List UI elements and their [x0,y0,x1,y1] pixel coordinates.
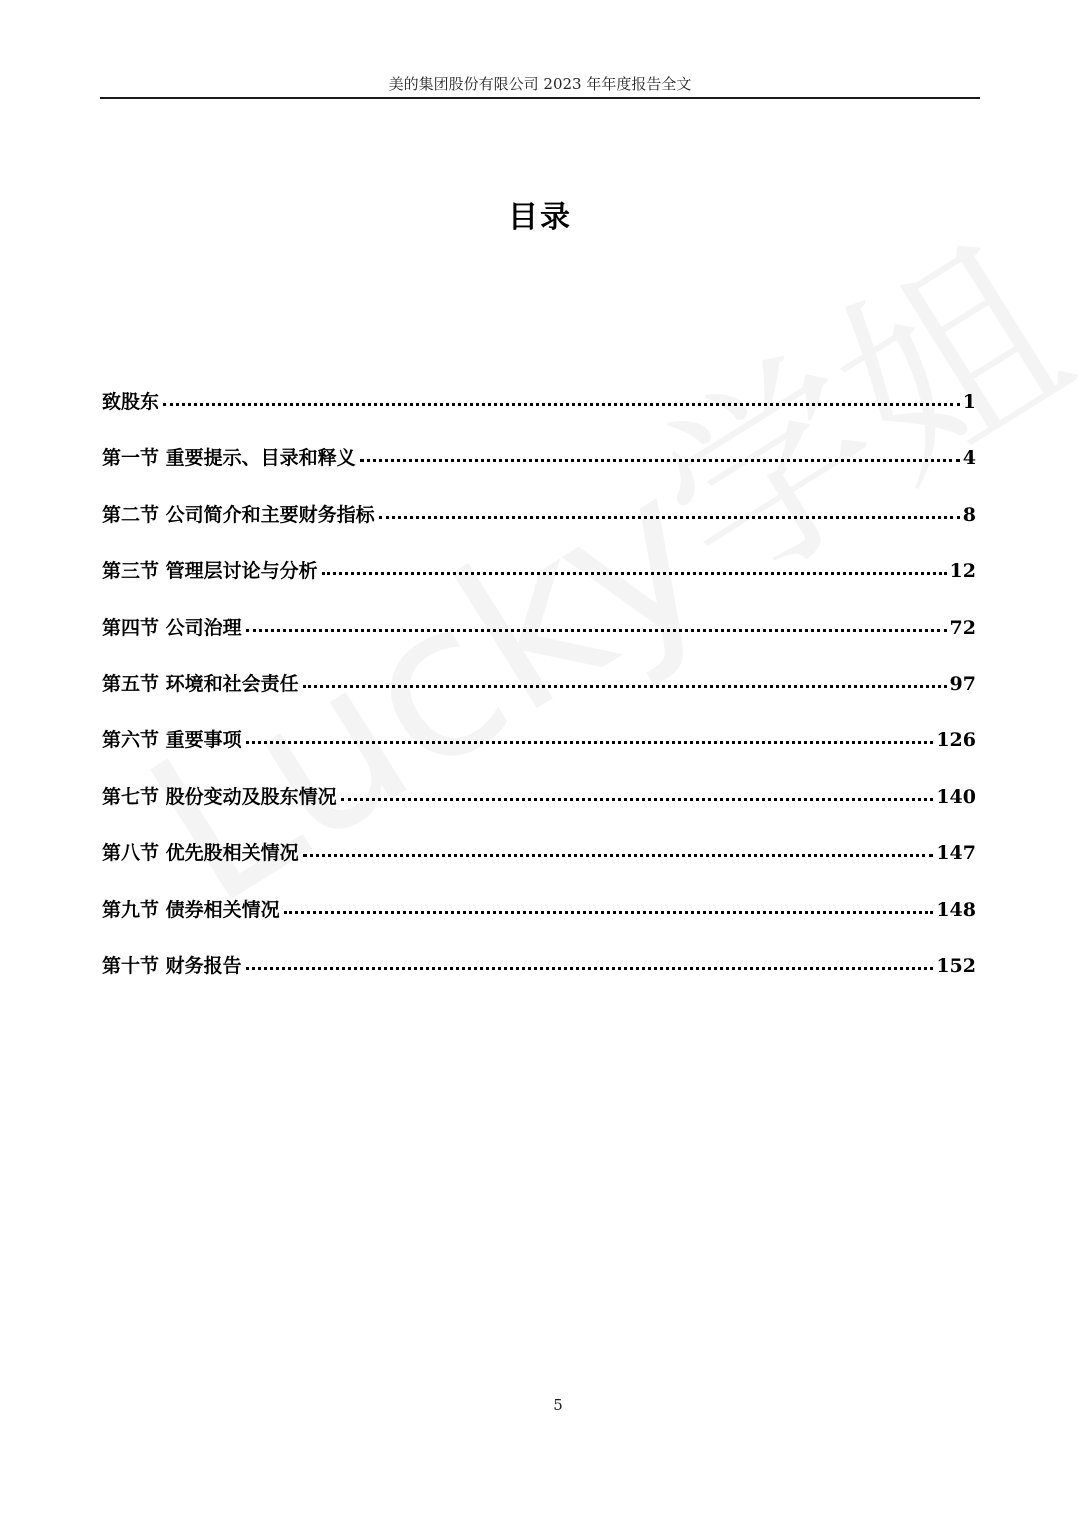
toc-dot-leader [303,854,934,857]
header-rule [100,97,980,99]
toc-entry[interactable] [102,722,976,778]
toc-entry-page: 147 [936,842,976,865]
toc-entry-label: 第一节 重要提示、目录和释义 [102,447,356,470]
toc-entry-label: 第六节 重要事项 [102,729,242,752]
toc-entry-page: 12 [949,560,976,583]
toc-entry-label: 第五节 环境和社会责任 [102,672,299,695]
toc-dot-leader [341,798,934,801]
toc-dot-leader [284,911,934,914]
toc-dot-leader [163,403,960,406]
toc-entry-page: 148 [936,898,976,921]
toc-entry-page: 72 [949,616,976,639]
toc-entry[interactable] [102,440,976,496]
table-of-contents [102,384,976,1004]
toc-dot-leader [379,516,960,519]
toc-entry-label: 第八节 优先股相关情况 [102,842,299,865]
toc-entry-page: 4 [962,447,976,470]
toc-entry-label: 致股东 [102,391,160,413]
toc-entry[interactable] [102,610,976,666]
toc-dot-leader [246,629,947,632]
toc-entry[interactable] [102,384,976,440]
page-number: 5 [553,1396,563,1414]
toc-entry-label: 第十节 财务报告 [102,954,242,977]
toc-entry-label: 第七节 股份变动及股东情况 [102,785,337,808]
toc-entry-page: 8 [962,503,976,526]
toc-entry[interactable] [102,779,976,835]
toc-entry-label: 第二节 公司简介和主要财务指标 [102,503,375,526]
toc-dot-leader [322,572,947,575]
toc-dot-leader [303,685,947,688]
toc-title: 目录 [508,200,572,235]
toc-entry-label: 第四节 公司治理 [102,616,242,639]
toc-entry-page: 97 [949,672,976,695]
toc-entry-page: 1 [962,391,976,413]
toc-entry[interactable] [102,835,976,891]
toc-entry[interactable] [102,948,976,1004]
toc-entry[interactable] [102,497,976,553]
toc-entry[interactable] [102,666,976,722]
toc-entry-label: 第九节 债券相关情况 [102,898,280,921]
toc-dot-leader [246,741,934,744]
toc-entry-page: 140 [936,785,976,808]
running-header: 美的集团股份有限公司 2023 年年度报告全文 [388,75,692,93]
toc-entry[interactable] [102,892,976,948]
toc-dot-leader [360,459,960,462]
toc-entry-page: 126 [936,729,976,752]
toc-entry-page: 152 [936,954,976,977]
toc-dot-leader [246,967,934,970]
toc-entry[interactable] [102,553,976,609]
toc-entry-label: 第三节 管理层讨论与分析 [102,560,318,583]
